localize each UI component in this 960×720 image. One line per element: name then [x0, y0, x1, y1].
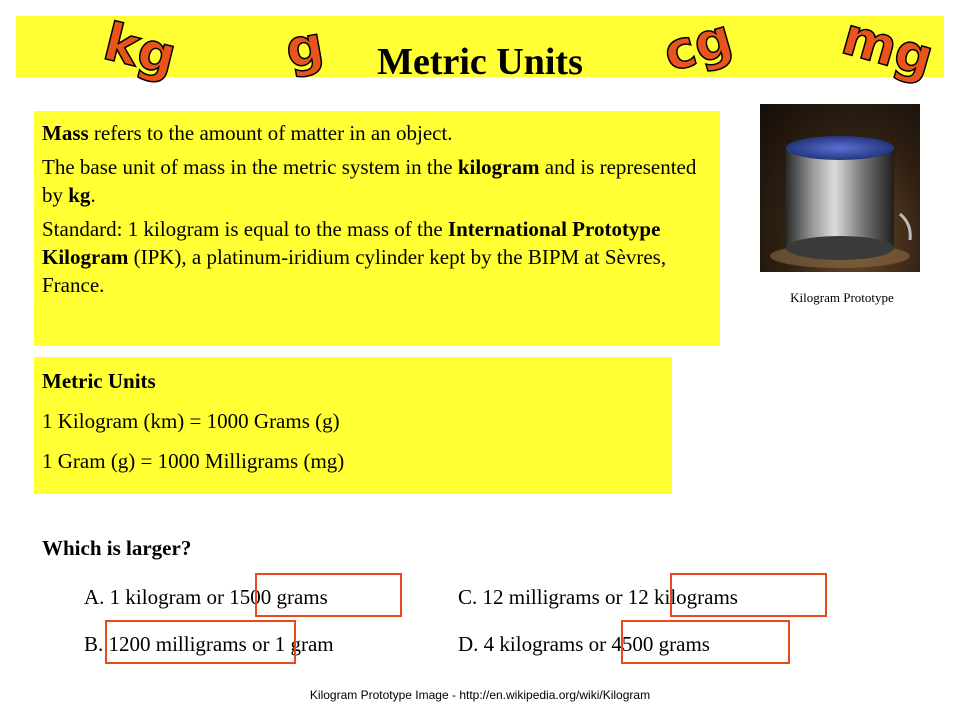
kilogram-conversion: 1 Kilogram (km) = 1000 Grams (g): [42, 409, 340, 433]
question-prompt: Which is larger?: [42, 536, 192, 560]
unit-word-g: g: [281, 15, 329, 81]
standard-text: Standard: 1 kilogram is equal to the mass of the International Prototype Kilogram (IPK), a platinum-iridium cylinder kept by the BIPM at Sèvres, France.: [42, 217, 667, 297]
image-credit: Kilogram Prototype Image - http://en.wikipedia.org/wiki/Kilogram: [309, 688, 651, 702]
mass-definition: Mass refers to the amount of matter in an object.: [42, 121, 453, 145]
option-a: A. 1 kilogram or 1500 grams: [84, 585, 328, 609]
cylinder-illustration: [760, 104, 920, 272]
photo-caption: Kilogram Prototype: [790, 290, 894, 305]
page-title: Metric Units: [377, 41, 583, 83]
answer-highlight-b: [105, 620, 296, 664]
gram-conversion: 1 Gram (g) = 1000 Milligrams (mg): [42, 449, 345, 473]
metric-units-heading: Metric Units: [42, 369, 156, 393]
answer-highlight-a: [255, 573, 402, 617]
unit-word-cg: cg: [657, 7, 739, 85]
unit-word-mg: mg: [835, 6, 940, 90]
mass-definition-box: [34, 111, 720, 346]
unit-word-kg: kg: [97, 12, 183, 88]
base-unit-text: The base unit of mass in the metric system in the kilogram and is represented by kg.: [42, 155, 697, 207]
title-banner: [16, 6, 944, 90]
answer-highlight-d: [621, 620, 790, 664]
metric-units-box: [34, 357, 672, 494]
option-c: C. 12 milligrams or 12 kilograms: [458, 585, 738, 609]
kilogram-prototype-image: [760, 104, 920, 272]
answer-highlight-c: [670, 573, 827, 617]
option-d: D. 4 kilograms or 4500 grams: [458, 632, 710, 656]
option-b: B. 1200 milligrams or 1 gram: [84, 632, 334, 656]
